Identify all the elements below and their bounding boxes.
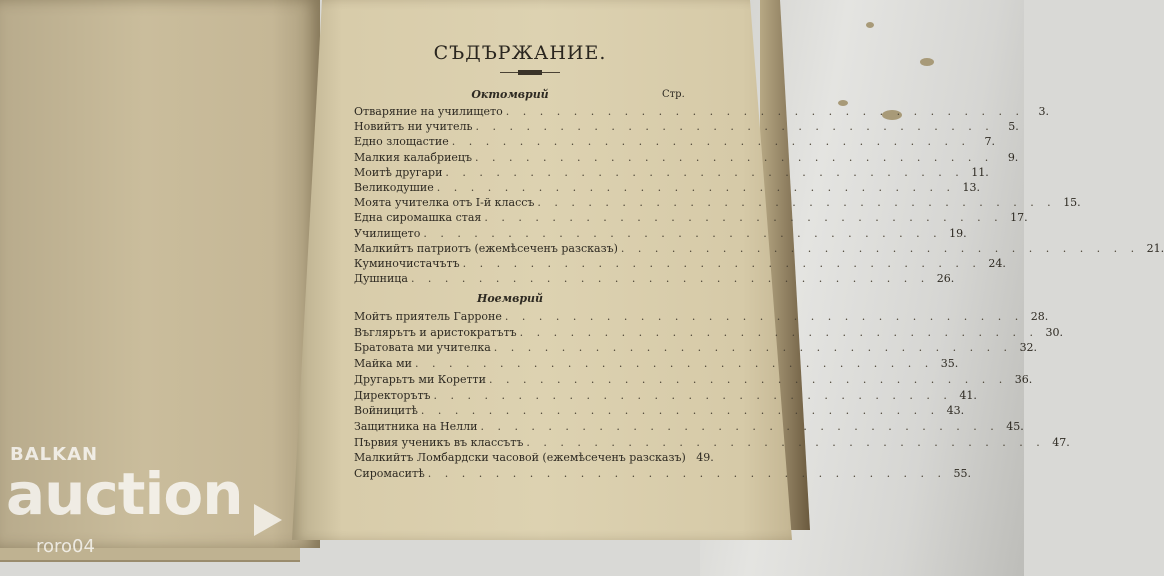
paper-speck <box>920 58 934 66</box>
dot-leader: . . . . . . . . . . . . . . . . . . . . . . . . . . . . . . . <box>488 372 1008 386</box>
dot-leader: . . . . . . . . . . . . . . . . . . . . . . . . . . . . . . . <box>505 105 1025 118</box>
toc-entry-title: Малкийтъ патриотъ (ежемѣсеченъ разсказъ) <box>354 241 618 255</box>
toc-entry-page: 11. <box>971 165 989 179</box>
dot-leader: . . . . . . . . . . . . . . . . . . . . . . . . . . . . . . . <box>420 404 940 418</box>
toc-entry-title: Майка ми <box>354 357 412 371</box>
toc-entry-title: Една сиромашка стая <box>354 211 482 225</box>
toc-entry <box>354 357 959 372</box>
toc-entry-page: 35. <box>940 357 959 371</box>
dot-leader: . . . . . . . . . . . . . . . . . . . . . . . . . . . . . . . <box>433 388 952 402</box>
toc-entry-page: 17. <box>1010 211 1028 225</box>
toc-entry <box>354 341 1038 356</box>
toc-entry <box>354 105 1050 120</box>
toc-entry <box>354 226 967 242</box>
toc-entry-page: 32. <box>1019 341 1038 355</box>
toc-entry-title: Моитѣ другари <box>354 165 443 179</box>
toc-entry <box>354 196 1081 211</box>
toc-entry <box>354 241 1164 257</box>
toc-entry-title: Другарьтъ ми Коретти <box>354 372 486 386</box>
toc-entry-page: 47. <box>1052 435 1070 449</box>
dot-leader: . . . . . . . . . . . . . . . . . . . . . . . . . . . . . . . <box>410 272 930 286</box>
dot-leader: . . . . . . . . . . . . . . . . . . . . . . . . . . . . . . . <box>423 226 942 240</box>
toc-entry-page: 13. <box>962 181 981 194</box>
toc-entry-title: Защитника на Нелли <box>354 419 478 433</box>
dot-leader: . . . . . . . . . . . . . . . . . . . . . . . . . . . . . . . <box>414 357 934 371</box>
page-column-label: Стр. <box>662 89 685 100</box>
toc-entry-title: Сиромаситѣ <box>354 467 425 480</box>
toc-entry <box>354 310 1049 325</box>
toc-entry <box>354 325 1063 341</box>
toc-entry <box>354 165 989 181</box>
toc-title: СЪДЪРЖАНИЕ. <box>433 42 607 64</box>
toc-entry-page: 26. <box>936 272 955 286</box>
dot-leader: . . . . . . . . . . . . . . . . . . . . . . . . . . . . . . . <box>504 310 1024 323</box>
toc-entry-title: Въглярътъ и аристократътъ <box>354 325 517 339</box>
toc-entry <box>354 388 977 404</box>
toc-entry-title: Едно злощастие <box>354 135 449 149</box>
toc-entry-title: Мойтъ приятель Гарроне <box>354 310 502 323</box>
section-heading: Ноемврий <box>476 292 544 305</box>
paper-speck <box>866 22 874 28</box>
toc-entry <box>354 435 1070 451</box>
toc-entry-title: Новийтъ ни учитель <box>354 120 473 134</box>
toc-entry-title: Малкия калабриецъ <box>354 150 473 164</box>
toc-entry-page: 41. <box>959 388 977 402</box>
toc-entry <box>354 404 965 419</box>
toc-entry-page: 9. <box>1007 150 1019 164</box>
dot-leader: . . . . . . . . . . . . . . . . . . . . . . . . . . . . . . . <box>480 419 999 433</box>
dot-leader: . . . . . . . . . . . . . . . . . . . . . . . . . . . . . . . <box>475 150 994 164</box>
toc-entry <box>354 150 1019 166</box>
dot-leader: . . . . . . . . . . . . . . . . . . . . . . . . . . . . . . . <box>526 435 1045 449</box>
watermark-username: roro04 <box>36 536 95 557</box>
toc-entry-page: 36. <box>1014 372 1033 386</box>
dot-leader: . . . . . . . . . . . . . . . . . . . . . . . . . . . . . . . <box>445 165 964 179</box>
dot-leader: . . . . . . . . . . . . . . . . . . . . . . . . . . . . . . . <box>537 196 1056 210</box>
dot-leader: . . . . . . . . . . . . . . . . . . . . . . . . . . . . . . . <box>475 120 994 134</box>
toc-entry-title: Малкийтъ Ломбардски часовой (ежемѣсеченъ разсказъ) <box>354 451 686 465</box>
toc-entry-page: 7. <box>984 135 996 149</box>
toc-entry-title: Куминочистачътъ <box>354 257 460 270</box>
toc-entry-title: Душница <box>354 272 408 286</box>
toc-entry-title: Войницитѣ <box>354 404 418 418</box>
toc-entry <box>354 257 1006 272</box>
toc-entry-page: 15. <box>1063 196 1081 210</box>
play-arrow-icon <box>254 504 282 536</box>
toc-entry <box>354 451 714 466</box>
dot-leader: . . . . . . . . . . . . . . . . . . . . . . . . . . . . . . . <box>620 241 1140 255</box>
toc-entry-title: Училището <box>354 226 421 240</box>
watermark-brand-main: auction <box>6 460 243 528</box>
dot-leader: . . . . . . . . . . . . . . . . . . . . . . . . . . . . . . . <box>427 467 947 480</box>
toc-entry <box>354 135 996 150</box>
toc-entry-title: Великодушие <box>354 181 434 194</box>
dot-leader: . . . . . . . . . . . . . . . . . . . . . . . . . . . . . . . <box>493 341 1013 355</box>
toc-entry-page: 49. <box>696 451 714 465</box>
dot-leader: . . . . . . . . . . . . . . . . . . . . . . . . . . . . . . . <box>519 325 1038 339</box>
toc-entry-page: 43. <box>946 404 965 418</box>
toc-entry <box>354 181 981 196</box>
toc-entry-page: 3. <box>1038 105 1050 118</box>
toc-entry-title: Моята учителка отъ I-й классъ <box>354 196 535 210</box>
toc-entry <box>354 419 1024 435</box>
title-ornament-rule <box>500 70 560 76</box>
dot-leader: . . . . . . . . . . . . . . . . . . . . . . . . . . . . . . . <box>436 181 956 194</box>
dot-leader: . . . . . . . . . . . . . . . . . . . . . . . . . . . . . . . <box>451 135 971 149</box>
toc-entry <box>354 467 972 482</box>
toc-entry <box>354 211 1028 226</box>
toc-entry-title: Директорътъ <box>354 388 431 402</box>
toc-entry-page: 24. <box>988 257 1006 270</box>
dot-leader: . . . . . . . . . . . . . . . . . . . . . . . . . . . . . . . <box>462 257 981 270</box>
toc-entry <box>354 120 1019 135</box>
toc-entry-page: 21. <box>1146 241 1164 255</box>
toc-entry-page: 55. <box>953 467 972 480</box>
toc-entry-title: Братовата ми учителка <box>354 341 491 355</box>
toc-entry-page: 5. <box>1008 120 1019 134</box>
toc-entry-page: 30. <box>1045 325 1063 339</box>
toc-entry-title: Отваряние на училището <box>354 105 503 118</box>
toc-entry <box>354 372 1033 388</box>
dot-leader: . . . . . . . . . . . . . . . . . . . . . . . . . . . . . . . <box>484 211 1003 225</box>
section-heading: Октомврий <box>471 88 549 101</box>
watermark-brand-top: BALKAN <box>10 444 99 465</box>
toc-entry-page: 45. <box>1006 419 1024 433</box>
toc-entry <box>354 272 955 287</box>
toc-entry-page: 28. <box>1030 310 1049 323</box>
toc-entry-title: Първия ученикъ въ классътъ <box>354 435 524 449</box>
toc-entry-page: 19. <box>949 226 967 240</box>
